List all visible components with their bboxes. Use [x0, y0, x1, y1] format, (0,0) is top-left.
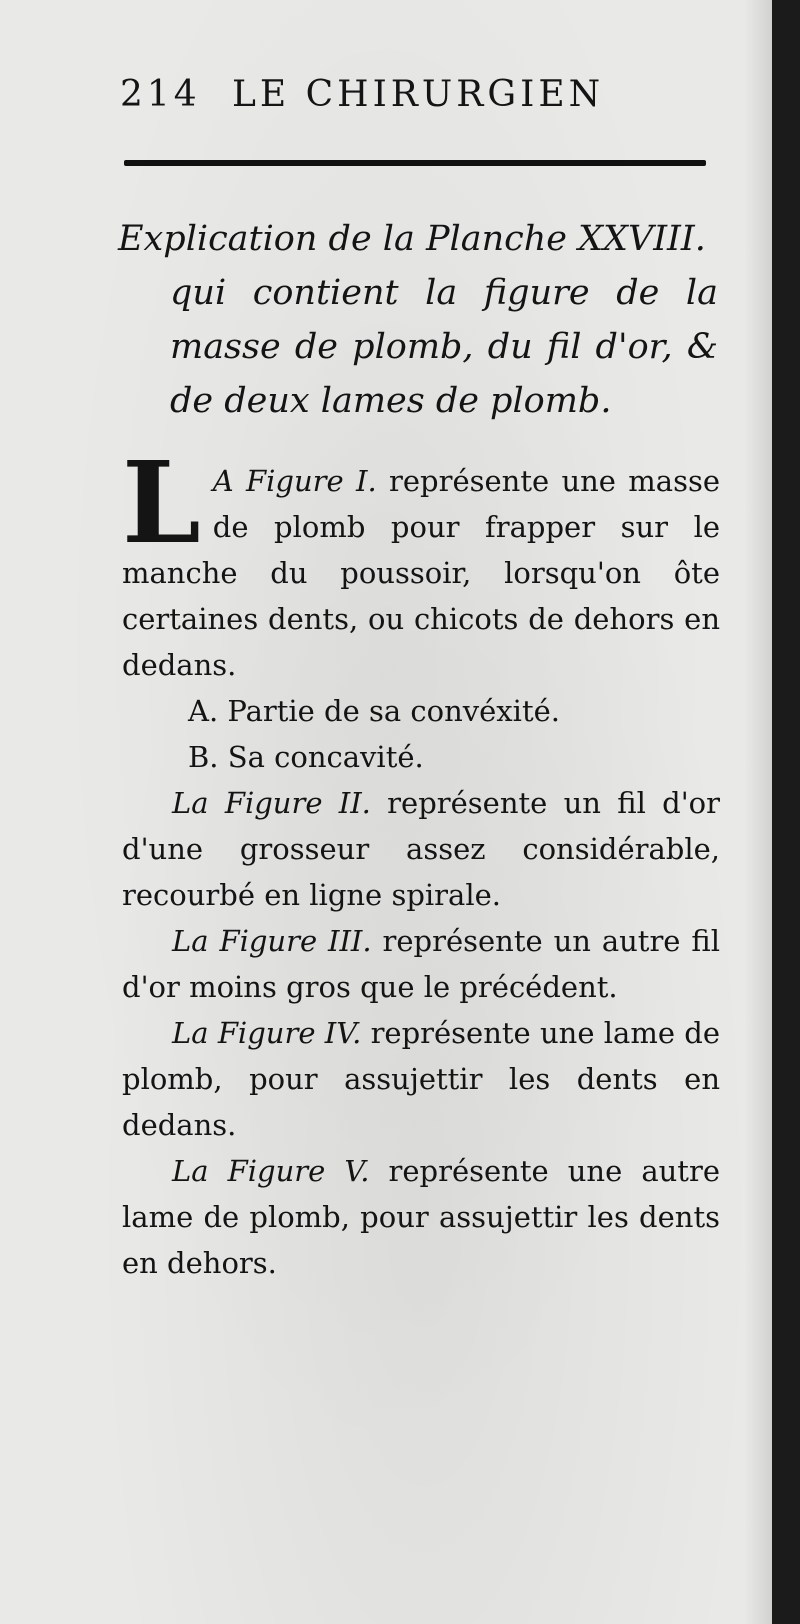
header-rule — [124, 160, 706, 166]
figure-4-label: La Figure IV. — [172, 1016, 362, 1050]
paragraph-figure-5 — [122, 1148, 720, 1286]
list-item-a: A. Partie de sa convéxité. — [188, 694, 560, 728]
heading-line-2: qui contient la figure de la masse de plomb, du fil d'or, & de deux lames de plomb. — [170, 273, 718, 421]
paragraph-figure-4 — [122, 1010, 720, 1148]
figure-2-text: représente un fil d'or d'une grosseur assez considérable, recourbé en ligne spirale. — [122, 786, 721, 912]
figure-2-label: La Figure II. — [172, 786, 371, 820]
figure-5-text: représente une autre lame de plomb, pour assujettir les dents en dehors. — [122, 1154, 720, 1280]
drop-cap: L — [122, 438, 201, 569]
figure-1-label: A Figure I. — [212, 464, 377, 498]
plate-heading — [118, 212, 718, 428]
paragraph-figure-2 — [122, 780, 720, 918]
figure-1-text: représente une masse de plomb pour frapper sur le manche du poussoir, lorsqu'on ôte certaines dents, ou chicots de dehors en dedans. — [122, 464, 721, 682]
figure-5-label: La Figure V. — [172, 1154, 370, 1188]
page-number: 214 — [120, 74, 201, 115]
page-edge-shadow — [744, 0, 772, 1624]
body-text — [122, 438, 721, 1286]
figure-3-label: La Figure III. — [172, 924, 372, 958]
figure-4-text: représente une lame de plomb, pour assujettir les dents en dedans. — [122, 1016, 720, 1142]
running-head — [120, 70, 710, 120]
heading-line-1: Explication de la Planche XXVIII. — [118, 219, 706, 259]
figure-3-text: représente un autre fil d'or moins gros que le précédent. — [122, 924, 720, 1004]
paragraph-figure-1 — [122, 438, 721, 688]
running-title: LE CHIRURGIEN — [232, 74, 605, 115]
list-item-b: B. Sa concavité. — [188, 740, 424, 774]
paragraph-figure-3 — [122, 918, 720, 1010]
